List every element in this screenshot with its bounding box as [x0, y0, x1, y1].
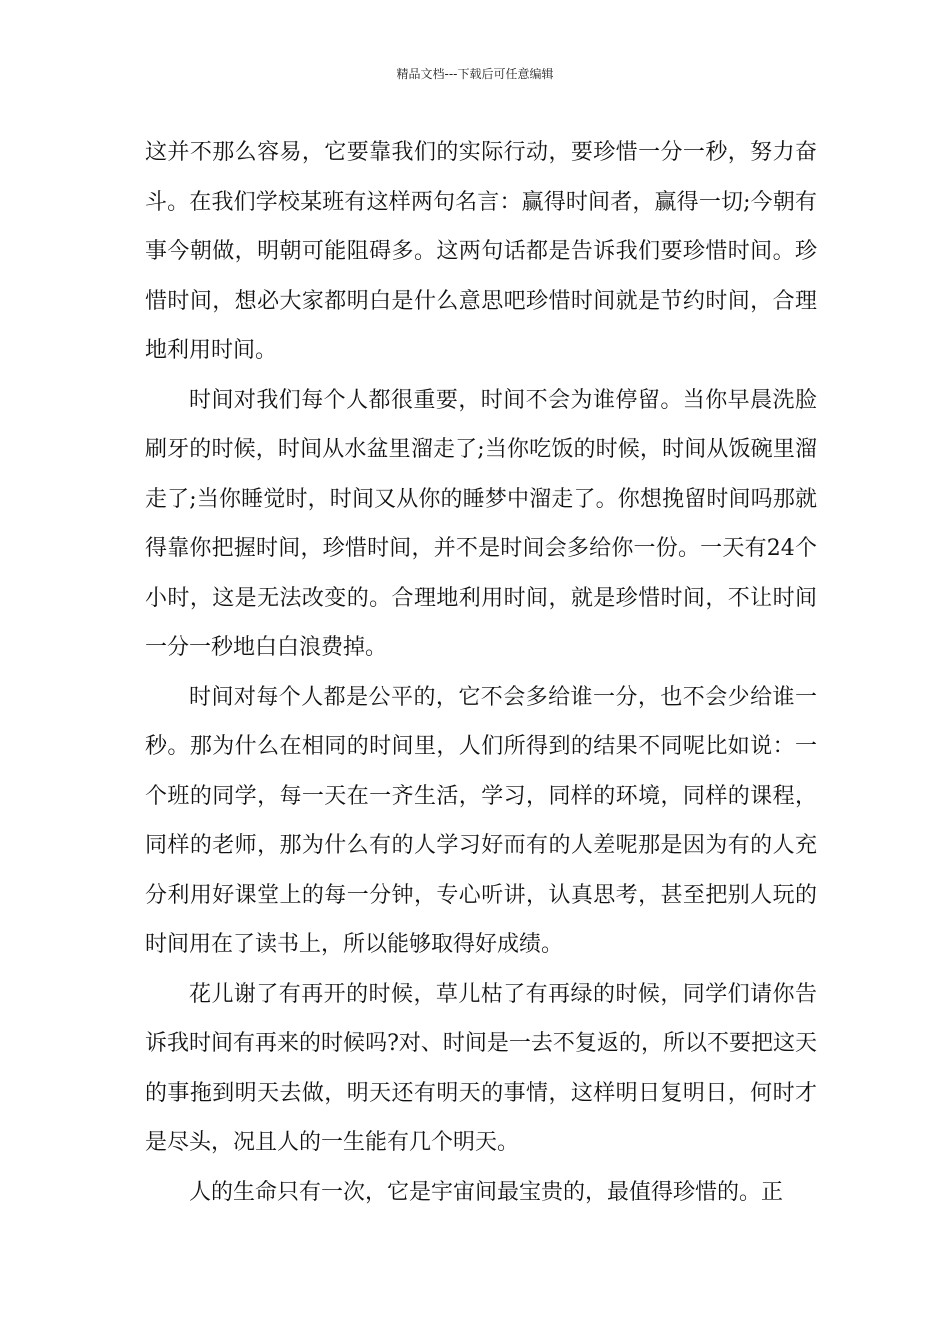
- paragraph-2: 时间对我们每个人都很重要，时间不会为谁停留。当你早晨洗脸刷牙的时候，时间从水盆里溜走了;当你吃饭的时候，时间从饭碗里溜走了;当你睡觉时，时间又从你的睡梦中溜走了。你想挽留时间吗那就得靠你把握时间，珍惜时间，并不是时间会多给你一份。一天有24个小时，这是无法改变的。合理地利用时间，就是珍惜时间，不让时间一分一秒地白白浪费掉。: [145, 387, 817, 660]
- paragraph-3: 时间对每个人都是公平的，它不会多给谁一分，也不会少给谁一秒。那为什么在相同的时间里，人们所得到的结果不同呢比如说：一个班的同学，每一天在一齐生活，学习，同样的环境，同样的课程，同样的老师，那为什么有的人学习好而有的人差呢那是因为有的人充分利用好课堂上的每一分钟，专心听讲，认真思考，甚至把别人玩的时间用在了读书上，所以能够取得好成绩。: [145, 684, 817, 957]
- paragraph-1: 这并不那么容易，它要靠我们的实际行动，要珍惜一分一秒，努力奋斗。在我们学校某班有这样两句名言：赢得时间者，赢得一切;今朝有事今朝做，明朝可能阻碍多。这两句话都是告诉我们要珍惜时间。珍惜时间，想必大家都明白是什么意思吧珍惜时间就是节约时间，合理地利用时间。: [145, 140, 817, 363]
- page-header: 精品文档---下载后可任意编辑: [396, 67, 554, 81]
- paragraph-5: 人的生命只有一次，它是宇宙间最宝贵的，最值得珍惜的。正: [189, 1179, 784, 1205]
- document-body: [145, 128, 817, 1217]
- paragraph-4: 花儿谢了有再开的时候，草儿枯了有再绿的时候，同学们请你告诉我时间有再来的时候吗?对、时间是一去不复返的，所以不要把这天的事拖到明天去做，明天还有明天的事情，这样明日复明日，何时才是尽头，况且人的一生能有几个明天。: [145, 981, 817, 1155]
